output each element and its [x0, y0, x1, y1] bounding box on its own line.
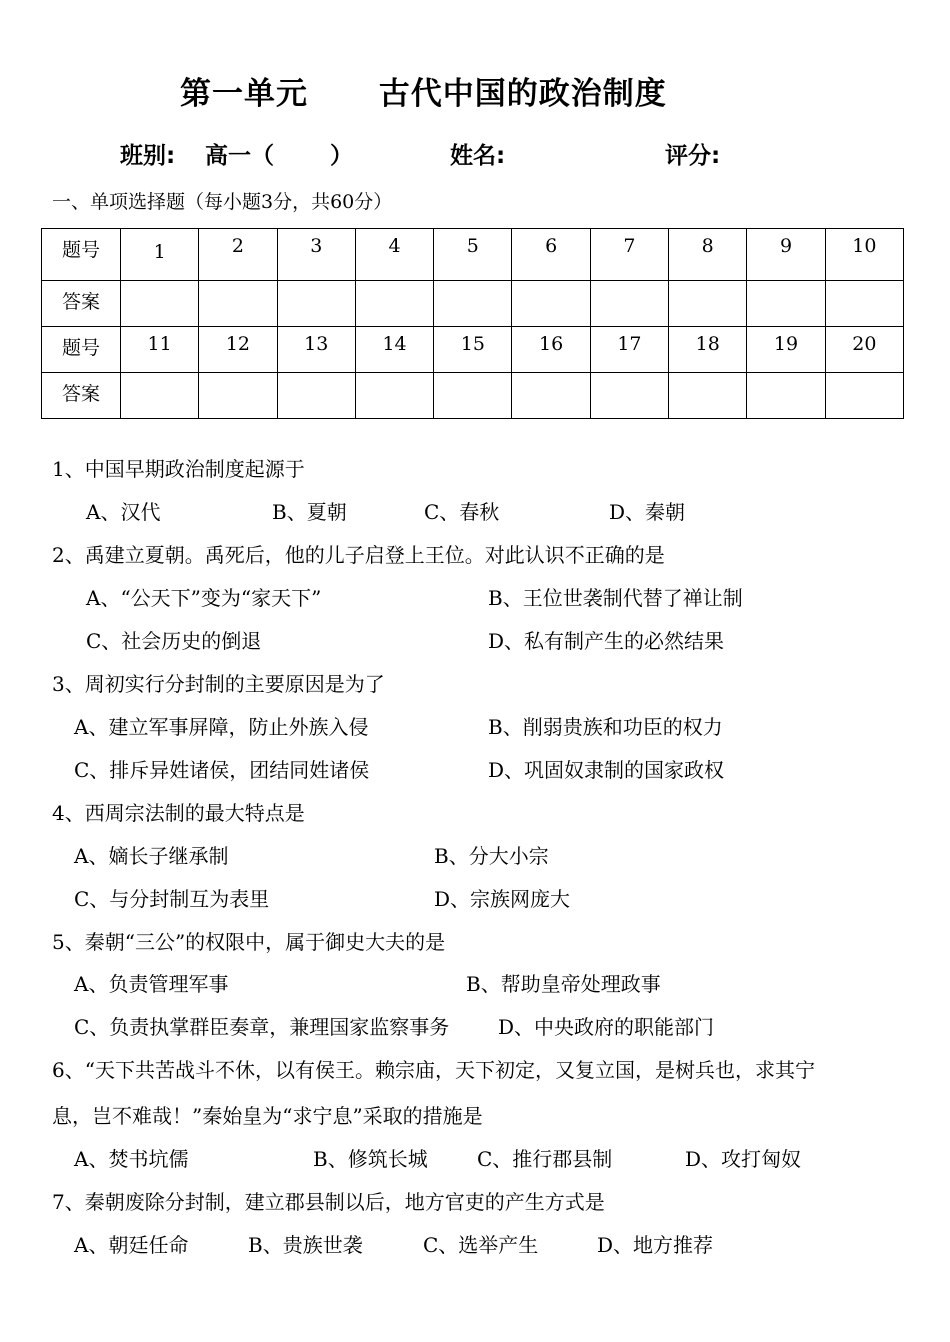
answer-cell[interactable]	[825, 373, 903, 419]
number-cell: 12	[199, 327, 277, 373]
question-stem: 3、周初实行分封制的主要原因是为了	[52, 672, 385, 696]
option-a: A、朝廷任命	[74, 1233, 189, 1257]
number-label-cell: 题号	[42, 229, 121, 281]
question-stem: 2、禹建立夏朝。禹死后，他的儿子启登上王位。对此认识不正确的是	[52, 543, 665, 567]
option-d: D、地方推荐	[597, 1233, 714, 1257]
option-d: D、秦朝	[609, 500, 686, 524]
page-title	[180, 68, 667, 113]
answer-cell[interactable]	[121, 373, 199, 419]
answer-cell[interactable]	[355, 373, 433, 419]
number-cell: 1	[121, 229, 199, 281]
question-stem: 7、秦朝废除分封制，建立郡县制以后，地方官吏的产生方式是	[52, 1190, 605, 1214]
number-cell: 7	[590, 229, 668, 281]
number-cell: 10	[825, 229, 903, 281]
table-row	[42, 281, 904, 327]
number-cell: 19	[747, 327, 825, 373]
number-cell: 14	[355, 327, 433, 373]
number-cell: 4	[355, 229, 433, 281]
answer-cell[interactable]	[669, 281, 747, 327]
number-cell: 8	[669, 229, 747, 281]
answer-cell[interactable]	[747, 373, 825, 419]
option-c: C、负责执掌群臣奏章，兼理国家监察事务	[74, 1015, 450, 1039]
section-heading: 一、单项选择题（每小题3分，共60分）	[52, 191, 393, 213]
number-label-cell: 题号	[42, 327, 121, 373]
score-label: 评分:	[665, 143, 721, 169]
question-stem: 1、中国早期政治制度起源于	[52, 457, 305, 481]
option-a: A、建立军事屏障，防止外族入侵	[74, 715, 369, 739]
option-a: A、汉代	[86, 500, 161, 524]
option-c: C、选举产生	[423, 1233, 539, 1257]
number-cell: 11	[121, 327, 199, 373]
answer-label-cell: 答案	[42, 281, 121, 327]
option-d: D、宗族网庞大	[434, 887, 571, 911]
option-b: B、王位世袭制代替了禅让制	[488, 586, 743, 610]
option-b: B、贵族世袭	[248, 1233, 363, 1257]
answer-cell[interactable]	[512, 281, 590, 327]
answer-cell[interactable]	[747, 281, 825, 327]
question-stem: 4、西周宗法制的最大特点是	[52, 801, 305, 825]
answer-label-cell: 答案	[42, 373, 121, 419]
option-b: B、帮助皇帝处理政事	[466, 972, 661, 996]
option-d: D、私有制产生的必然结果	[488, 629, 725, 653]
class-value: 高一（ ）	[205, 143, 354, 169]
number-cell: 18	[669, 327, 747, 373]
answer-table	[41, 228, 904, 419]
option-d: D、攻打匈奴	[685, 1147, 802, 1171]
number-cell: 2	[199, 229, 277, 281]
answer-cell[interactable]	[590, 281, 668, 327]
title-unit: 第一单元	[180, 76, 308, 112]
option-c: C、与分封制互为表里	[74, 887, 270, 911]
number-cell: 9	[747, 229, 825, 281]
option-a: A、“公天下”变为“家天下”	[86, 586, 322, 610]
option-b: B、削弱贵族和功臣的权力	[488, 715, 723, 739]
answer-cell[interactable]	[199, 373, 277, 419]
question-stem: 6、“天下共苦战斗不休，以有侯王。赖宗庙，天下初定，又复立国，是树兵也，求其宁	[52, 1058, 815, 1082]
number-cell: 6	[512, 229, 590, 281]
number-cell: 5	[434, 229, 512, 281]
answer-cell[interactable]	[434, 281, 512, 327]
option-d: D、巩固奴隶制的国家政权	[488, 758, 725, 782]
option-a: A、负责管理军事	[74, 972, 229, 996]
number-cell: 16	[512, 327, 590, 373]
option-b: B、夏朝	[272, 500, 347, 524]
answer-cell[interactable]	[434, 373, 512, 419]
option-a: A、焚书坑儒	[74, 1147, 189, 1171]
number-cell: 17	[590, 327, 668, 373]
number-cell: 3	[277, 229, 355, 281]
table-row	[42, 327, 904, 373]
answer-cell[interactable]	[121, 281, 199, 327]
question-stem: 5、秦朝“三公”的权限中，属于御史大夫的是	[52, 930, 446, 954]
answer-cell[interactable]	[277, 281, 355, 327]
number-cell: 13	[277, 327, 355, 373]
table-row	[42, 373, 904, 419]
question-stem-continued: 息，岂不难哉！”秦始皇为“求宁息”采取的措施是	[52, 1104, 483, 1128]
option-c: C、社会历史的倒退	[86, 629, 262, 653]
number-cell: 20	[825, 327, 903, 373]
number-cell: 15	[434, 327, 512, 373]
name-label: 姓名:	[450, 143, 506, 169]
answer-cell[interactable]	[669, 373, 747, 419]
option-d: D、中央政府的职能部门	[498, 1015, 715, 1039]
table-row	[42, 229, 904, 281]
answer-cell[interactable]	[199, 281, 277, 327]
option-b: B、分大小宗	[434, 844, 549, 868]
answer-cell[interactable]	[277, 373, 355, 419]
answer-cell[interactable]	[825, 281, 903, 327]
title-topic: 古代中国的政治制度	[378, 76, 667, 112]
option-c: C、推行郡县制	[477, 1147, 613, 1171]
option-b: B、修筑长城	[313, 1147, 428, 1171]
answer-cell[interactable]	[590, 373, 668, 419]
option-a: A、嫡长子继承制	[74, 844, 229, 868]
answer-cell[interactable]	[355, 281, 433, 327]
option-c: C、排斥异姓诸侯，团结同姓诸侯	[74, 758, 370, 782]
option-c: C、春秋	[424, 500, 500, 524]
class-label: 班别:	[120, 143, 176, 169]
answer-cell[interactable]	[512, 373, 590, 419]
